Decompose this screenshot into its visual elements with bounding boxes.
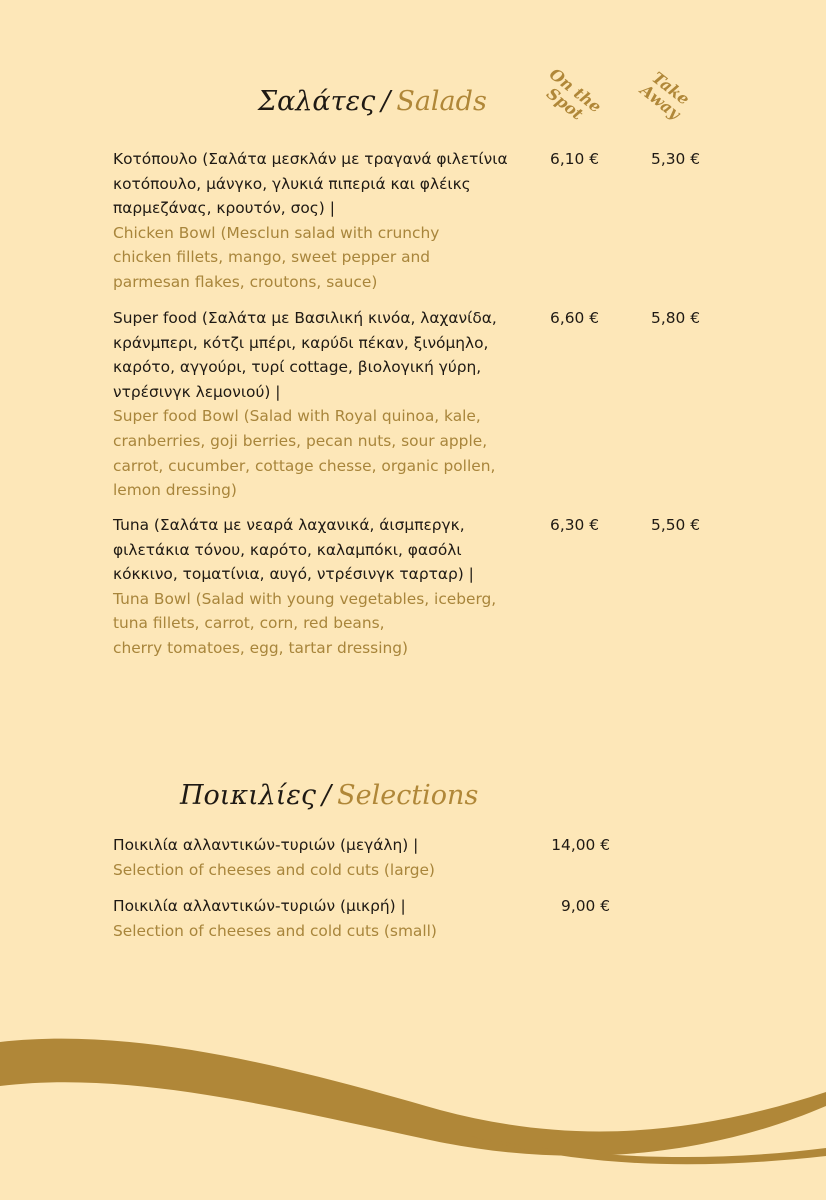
selections-title-greek: Ποικιλίες xyxy=(180,780,316,811)
menu-item-greek-text: Ποικιλία αλλαντικών-τυριών (μικρή) | xyxy=(113,897,406,915)
selections-title xyxy=(180,780,478,811)
price-on-the-spot: 6,30 € xyxy=(550,516,599,534)
price-take-away: 5,50 € xyxy=(651,516,700,534)
decorative-wave xyxy=(0,1030,826,1200)
menu-item-english-text: Selection of cheeses and cold cuts (large) xyxy=(113,860,435,879)
selections-title-separator: / xyxy=(322,780,332,811)
column-header-on-the-spot: On the Spot xyxy=(543,64,606,124)
menu-item-selection-large xyxy=(113,833,513,882)
menu-item-english-text: Tuna Bowl (Salad with young vegetables, iceberg, tuna fillets, carrot, corn, red beans, cherry tomatoes, egg, tartar dressing) xyxy=(113,589,497,657)
menu-item-english-text: Super food Bowl (Salad with Royal quinoa, kale, cranberries, goji berries, pecan nuts, sour apple, carrot, cucumber, cottage chesse, organic pollen, lemon dressing) xyxy=(113,407,496,500)
price-on-the-spot: 6,10 € xyxy=(550,150,599,168)
price: 14,00 € xyxy=(551,836,610,854)
menu-item-english-text: Chicken Bowl (Mesclun salad with crunchy chicken fillets, mango, sweet pepper and parmesan flakes, croutons, sauce) xyxy=(113,223,440,291)
menu-item-greek-text: Κοτόπουλο (Σαλάτα μεσκλάν με τραγανά φιλετίνια κοτόπουλο, μάνγκο, γλυκιά πιπεριά και φλέικς παρμεζάνας, κρουτόν, σος) | xyxy=(113,150,508,218)
column-header-take-away: Take Away xyxy=(636,67,694,124)
salads-title xyxy=(258,86,487,117)
salads-title-english: Salads xyxy=(396,86,487,117)
price: 9,00 € xyxy=(561,897,610,915)
menu-item-english-text: Selection of cheeses and cold cuts (small) xyxy=(113,921,437,940)
selections-title-english: Selections xyxy=(337,780,479,811)
menu-item-chicken-bowl xyxy=(113,147,508,295)
menu-item-greek-text: Tuna (Σαλάτα με νεαρά λαχανικά, άισμπεργκ, φιλετάκια τόνου, καρότο, καλαμπόκι, φασόλι κόκκινο, τοματίνια, αυγό, ντρέσινγκ ταρταρ) | xyxy=(113,516,474,584)
price-on-the-spot: 6,60 € xyxy=(550,309,599,327)
menu-item-selection-small xyxy=(113,894,513,943)
price-take-away: 5,80 € xyxy=(651,309,700,327)
salads-title-greek: Σαλάτες xyxy=(258,86,376,117)
menu-item-tuna-bowl xyxy=(113,513,508,661)
wave-shape-main xyxy=(0,1039,826,1156)
menu-item-greek-text: Ποικιλία αλλαντικών-τυριών (μεγάλη) | xyxy=(113,836,419,854)
salads-title-separator: / xyxy=(381,86,391,117)
menu-item-greek-text: Super food (Σαλάτα με Βασιλική κινόα, λαχανίδα, κράνμπερι, κότζι μπέρι, καρύδι πέκαν, ξινόμηλο, καρότο, αγγούρι, τυρί cottage, βιολογική γύρη, ντρέσινγκ λεμονιού) | xyxy=(113,309,497,401)
price-take-away: 5,30 € xyxy=(651,150,700,168)
menu-item-super-food-bowl xyxy=(113,306,508,503)
